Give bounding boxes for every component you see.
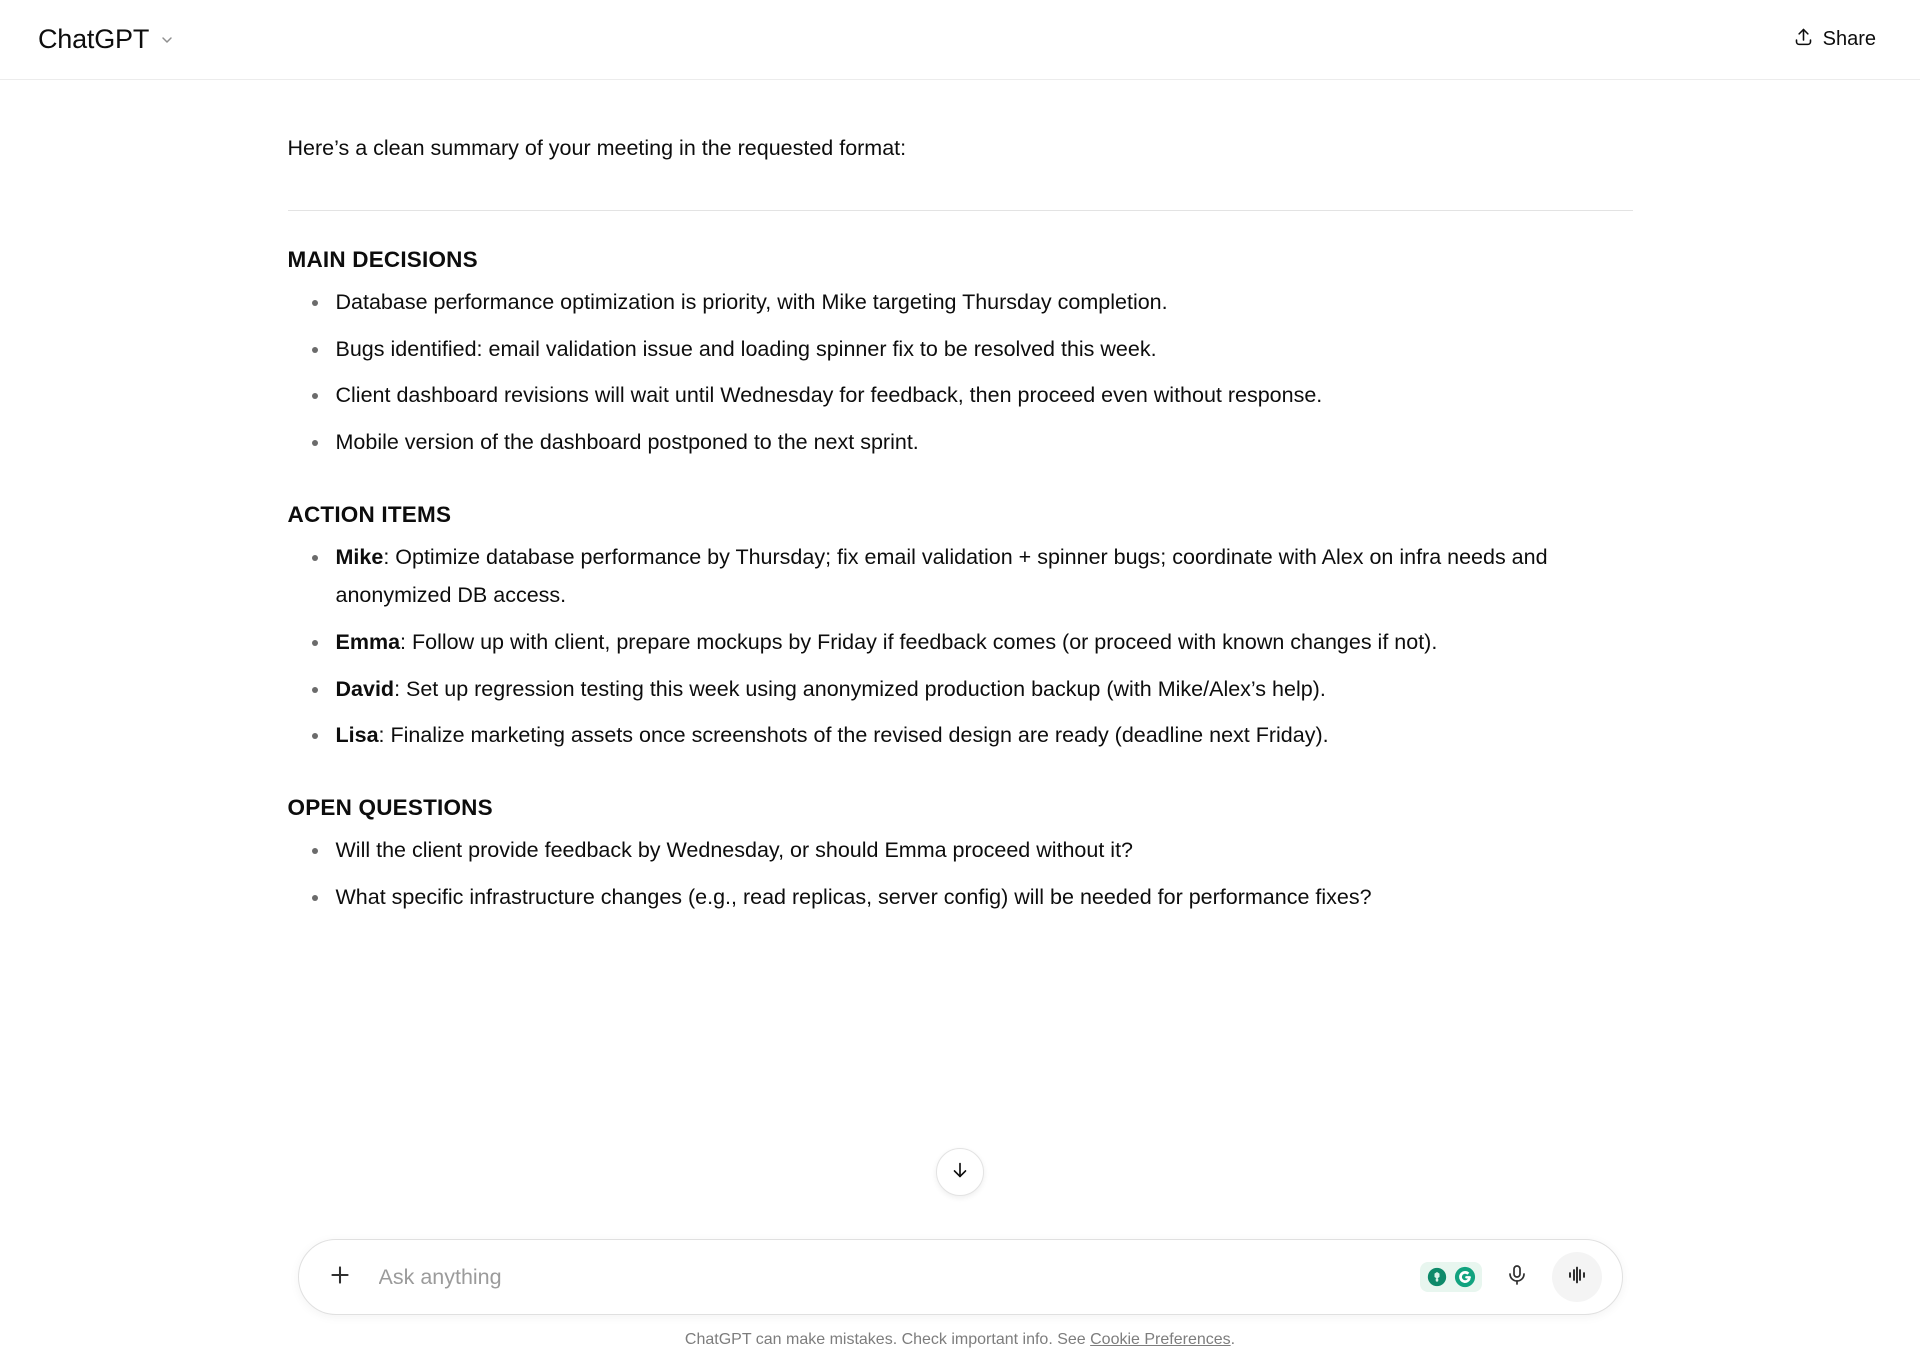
list-item bbox=[334, 716, 1633, 755]
microphone-icon bbox=[1505, 1263, 1529, 1292]
section-heading-main-decisions: MAIN DECISIONS bbox=[287, 246, 478, 272]
assistant-message bbox=[288, 80, 1633, 917]
scroll-to-bottom-button[interactable] bbox=[936, 1148, 984, 1196]
composer[interactable] bbox=[298, 1239, 1623, 1315]
list-item-text: : Follow up with client, prepare mockups by Friday if feedback comes (or proceed with known changes if not). bbox=[400, 630, 1438, 655]
list-item bbox=[334, 376, 1633, 415]
brand-title: ChatGPT bbox=[38, 24, 150, 54]
list-item-lead: Emma bbox=[335, 630, 401, 655]
list-item-text: Bugs identified: email validation issue and loading spinner fix to be resolved this week. bbox=[335, 336, 1157, 361]
list-item-text: What specific infrastructure changes (e.g., read replicas, server config) will be needed for performance fixes? bbox=[335, 884, 1372, 909]
composer-region bbox=[0, 1215, 1920, 1363]
footer-text-before: ChatGPT can make mistakes. Check important info. See bbox=[684, 1331, 1091, 1348]
list-item bbox=[334, 330, 1633, 369]
list-item bbox=[334, 423, 1633, 462]
section-heading-open-questions: OPEN QUESTIONS bbox=[287, 795, 493, 821]
arrow-down-icon bbox=[949, 1159, 971, 1186]
list-main-decisions bbox=[288, 283, 1633, 462]
model-selector[interactable] bbox=[28, 18, 185, 61]
message-intro: Here’s a clean summary of your meeting in the requested format: bbox=[287, 136, 907, 160]
footer-text-after: . bbox=[1230, 1331, 1236, 1348]
prompt-input[interactable] bbox=[373, 1265, 1406, 1290]
list-item-text: Will the client provide feedback by Wednesday, or should Emma proceed without it? bbox=[335, 838, 1134, 863]
list-item bbox=[334, 670, 1633, 709]
share-button[interactable] bbox=[1781, 18, 1888, 61]
list-item-text: Client dashboard revisions will wait until Wednesday for feedback, then proceed even without response. bbox=[335, 383, 1323, 408]
list-item-lead: Mike bbox=[335, 544, 384, 569]
microphone-button[interactable] bbox=[1496, 1256, 1538, 1298]
chevron-down-icon bbox=[159, 32, 175, 48]
list-item-text: : Set up regression testing this week using anonymized production backup (with Mike/Alex’s help). bbox=[394, 676, 1326, 701]
share-upload-icon bbox=[1793, 26, 1814, 53]
list-item bbox=[334, 831, 1633, 870]
list-open-questions bbox=[288, 831, 1633, 916]
list-item-text: : Finalize marketing assets once screenshots of the revised design are ready (deadline next Friday). bbox=[378, 723, 1329, 748]
top-bar bbox=[0, 0, 1920, 80]
grammarly-premium-icon[interactable] bbox=[1425, 1265, 1449, 1289]
attach-plus-button[interactable] bbox=[321, 1258, 359, 1296]
list-action-items bbox=[288, 538, 1633, 755]
voice-mode-button[interactable] bbox=[1552, 1252, 1602, 1302]
list-item bbox=[334, 283, 1633, 322]
footer-disclaimer bbox=[0, 1315, 1920, 1363]
list-item-text: Mobile version of the dashboard postponed to the next sprint. bbox=[335, 430, 919, 455]
browser-extension-group[interactable] bbox=[1420, 1262, 1482, 1292]
voice-waveform-icon bbox=[1565, 1263, 1589, 1292]
horizontal-rule bbox=[288, 210, 1633, 211]
share-label: Share bbox=[1822, 28, 1876, 50]
list-item-lead: Lisa bbox=[335, 723, 379, 748]
list-item-text: Database performance optimization is priority, with Mike targeting Thursday completion. bbox=[335, 289, 1168, 314]
grammarly-icon[interactable] bbox=[1453, 1265, 1477, 1289]
cookie-preferences-link[interactable]: Cookie Preferences bbox=[1090, 1331, 1231, 1348]
list-item-lead: David bbox=[335, 676, 395, 701]
list-item bbox=[334, 623, 1633, 662]
plus-icon bbox=[327, 1262, 353, 1293]
list-item bbox=[334, 538, 1633, 615]
section-heading-action-items: ACTION ITEMS bbox=[287, 501, 452, 527]
conversation-scroll-area[interactable] bbox=[0, 80, 1920, 1363]
list-item-text: : Optimize database performance by Thursday; fix email validation + spinner bugs; coordinate with Alex on infra needs and anonymized DB access. bbox=[335, 544, 1548, 608]
list-item bbox=[334, 878, 1633, 917]
